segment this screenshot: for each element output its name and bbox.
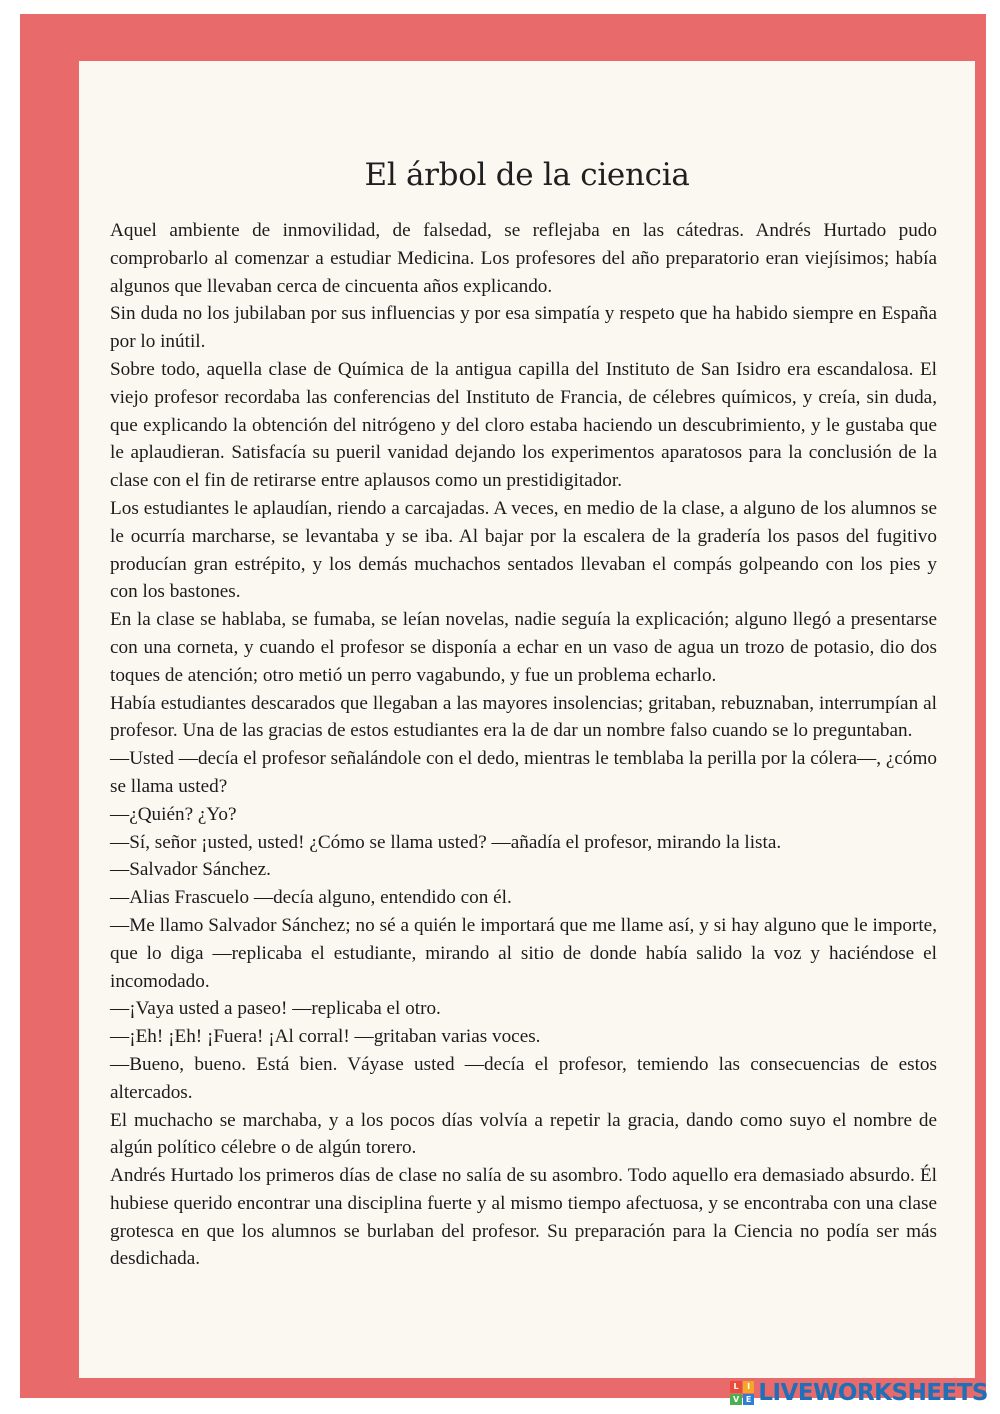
dialogue-line: —Usted —decía el profesor señalándole con el dedo, mientras le temblaba la perilla por la cólera—, ¿cómo se llama usted? <box>110 748 937 797</box>
dialogue-line: —Sí, señor ¡usted, usted! ¿Cómo se llama usted? —añadía el profesor, mirando la lista. <box>110 831 782 853</box>
logo-letter: E <box>743 1394 755 1406</box>
paragraph: En la clase se hablaba, se fumaba, se leían novelas, nadie seguía la explicación; alguno llegó a presentarse con una corneta, y cuando el profesor se disponía a echar en un vaso de agua un trozo de potasio, dio dos toques de atención; otro metió un perro vagabundo, y fue un problema echarlo. <box>110 609 937 686</box>
document-body <box>110 217 937 1273</box>
liveworksheets-brand <box>730 1378 988 1408</box>
logo-letter: V <box>730 1394 742 1406</box>
paragraph: Sin duda no los jubilaban por sus influencias y por esa simpatía y respeto que ha habido siempre en España por lo inútil. <box>110 303 937 353</box>
dialogue-line: —Salvador Sánchez. <box>110 859 271 881</box>
dialogue-line: —¡Vaya usted a paseo! —replicaba el otro. <box>110 998 441 1020</box>
paragraph: Sobre todo, aquella clase de Química de la antigua capilla del Instituto de San Isidro era escandalosa. El viejo profesor recordaba las conferencias del Instituto de Francia, de célebres químicos, y creía, sin duda, que explicando la obtención del nitrógeno y del cloro estaba haciendo un descubrimiento, y le gustaba que le aplaudieran. Satisfacía su pueril vanidad dejando los experimentos aparatosos para la conclusión de la clase con el fin de retirarse entre aplausos como un prestidigitador. <box>110 358 937 492</box>
logo-letter: L <box>730 1381 742 1393</box>
document-title: El árbol de la ciencia <box>364 157 690 193</box>
paragraph: Andrés Hurtado los primeros días de clase no salía de su asombro. Todo aquello era demasiado absurdo. Él hubiese querido encontrar una disciplina fuerte y al mismo tiempo afectuosa, y se encontraba con una clase grotesca en que los alumnos se burlaban del profesor. Su preparación para la Ciencia no podía ser más desdichada. <box>110 1165 937 1270</box>
paragraph: Había estudiantes descarados que llegaban a las mayores insolencias; gritaban, rebuznaban, interrumpían al profesor. Una de las gracias de estos estudiantes era la de dar un nombre falso cuando se lo preguntaban. <box>110 692 937 742</box>
liveworksheets-logo-icon <box>730 1381 754 1405</box>
dialogue-line: —Alias Frascuelo —decía alguno, entendido con él. <box>110 887 512 909</box>
paragraph: Los estudiantes le aplaudían, riendo a carcajadas. A veces, en medio de la clase, a alguno de los alumnos se le ocurría marcharse, se levantaba y se iba. Al bajar por la escalera de la gradería los pasos del fugitivo producían gran estrépito, y los demás muchachos sentados llevaban el compás golpeando con los pies y con los bastones. <box>110 497 937 603</box>
paragraph: Aquel ambiente de inmovilidad, de falsedad, se reflejaba en las cátedras. Andrés Hurtado pudo comprobarlo al comenzar a estudiar Medicina. Los profesores del año preparatorio eran viejísimos; había algunos que llevaban cerca de cincuenta años explicando. <box>110 220 937 297</box>
liveworksheets-wordmark: LIVEWORKSHEETS <box>758 1380 988 1406</box>
paragraph: El muchacho se marchaba, y a los pocos días volvía a repetir la gracia, dando como suyo el nombre de algún político célebre o de algún torero. <box>110 1109 937 1159</box>
dialogue-line: —Bueno, bueno. Está bien. Váyase usted —decía el profesor, temiendo las consecuencias de estos altercados. <box>110 1053 937 1103</box>
page-border <box>20 14 986 1398</box>
dialogue-line: —¡Eh! ¡Eh! ¡Fuera! ¡Al corral! —gritaban varias voces. <box>110 1026 541 1048</box>
dialogue-line: —¿Quién? ¿Yo? <box>110 803 237 825</box>
dialogue-line: —Me llamo Salvador Sánchez; no sé a quién le importará que me llame así, y si hay alguno que le importe, que lo diga —replicaba el estudiante, mirando al sitio de donde había salido la voz y haciéndose el incomodado. <box>110 914 937 992</box>
logo-letter: I <box>743 1381 755 1393</box>
worksheet-sheet <box>79 61 975 1378</box>
